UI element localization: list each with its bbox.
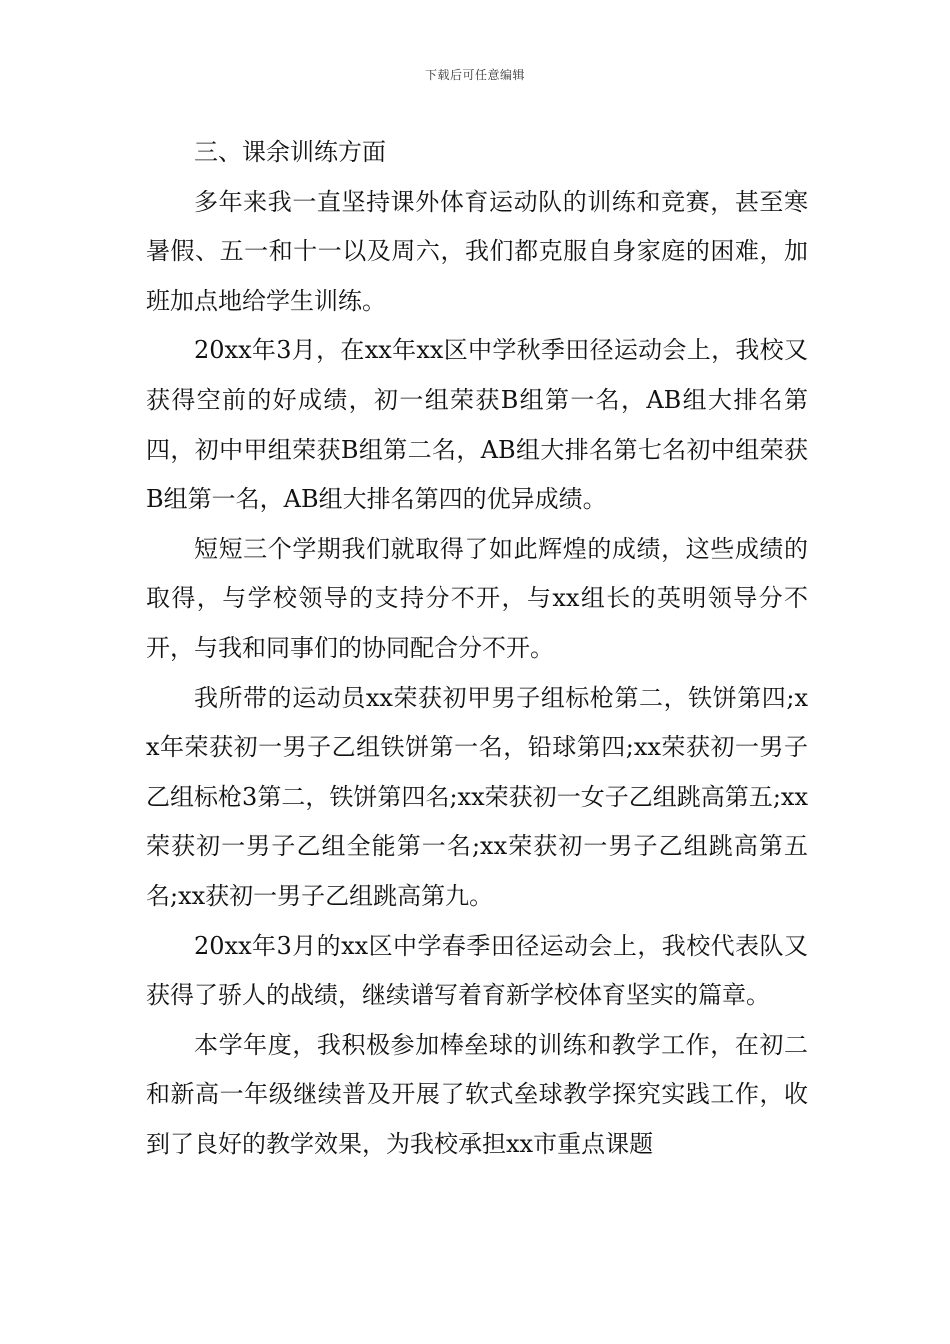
section-heading: 三、课余训练方面 bbox=[194, 138, 386, 166]
paragraph-autumn-meet-results: 20xx年3月，在xx年xx区中学秋季田径运动会上，我校又获得空前的好成绩，初一组荣获B组第一名，AB组大排名第四，初中甲组荣获B组第二名，AB组大排名第七名初中组荣获B组第一名，AB组大排名第四的优异成绩。 bbox=[146, 336, 808, 514]
paragraph-achievement-credit: 短短三个学期我们就取得了如此辉煌的成绩，这些成绩的取得，与学校领导的支持分不开，与xx组长的英明领导分不开，与我和同事们的协同配合分不开。 bbox=[146, 534, 808, 662]
paragraph-training-persistence: 多年来我一直坚持课外体育运动队的训练和竞赛，甚至寒暑假、五一和十一以及周六，我们都克服自身家庭的困难，加班加点地给学生训练。 bbox=[146, 187, 808, 315]
paragraph-athlete-awards: 我所带的运动员xx荣获初甲男子组标枪第二，铁饼第四;xx年荣获初一男子乙组铁饼第一名，铅球第四;xx荣获初一男子乙组标枪3第二，铁饼第四名;xx荣获初一女子乙组跳高第五;xx荣获初一男子乙组全能第一名;xx荣获初一男子乙组跳高第五名;xx获初一男子乙组跳高第九。 bbox=[146, 683, 808, 910]
paragraph-spring-meet-results: 20xx年3月的xx区中学春季田径运动会上，我校代表队又获得了骄人的战绩，继续谱写着育新学校体育坚实的篇章。 bbox=[146, 931, 808, 1010]
page-header-note: 下载后可任意编辑 bbox=[424, 68, 525, 82]
document-body bbox=[146, 128, 808, 1169]
paragraph-softball-teaching: 本学年度，我积极参加棒垒球的训练和教学工作，在初二和新高一年级继续普及开展了软式垒球教学探究实践工作，收到了良好的教学效果，为我校承担xx市重点课题 bbox=[146, 1030, 808, 1158]
